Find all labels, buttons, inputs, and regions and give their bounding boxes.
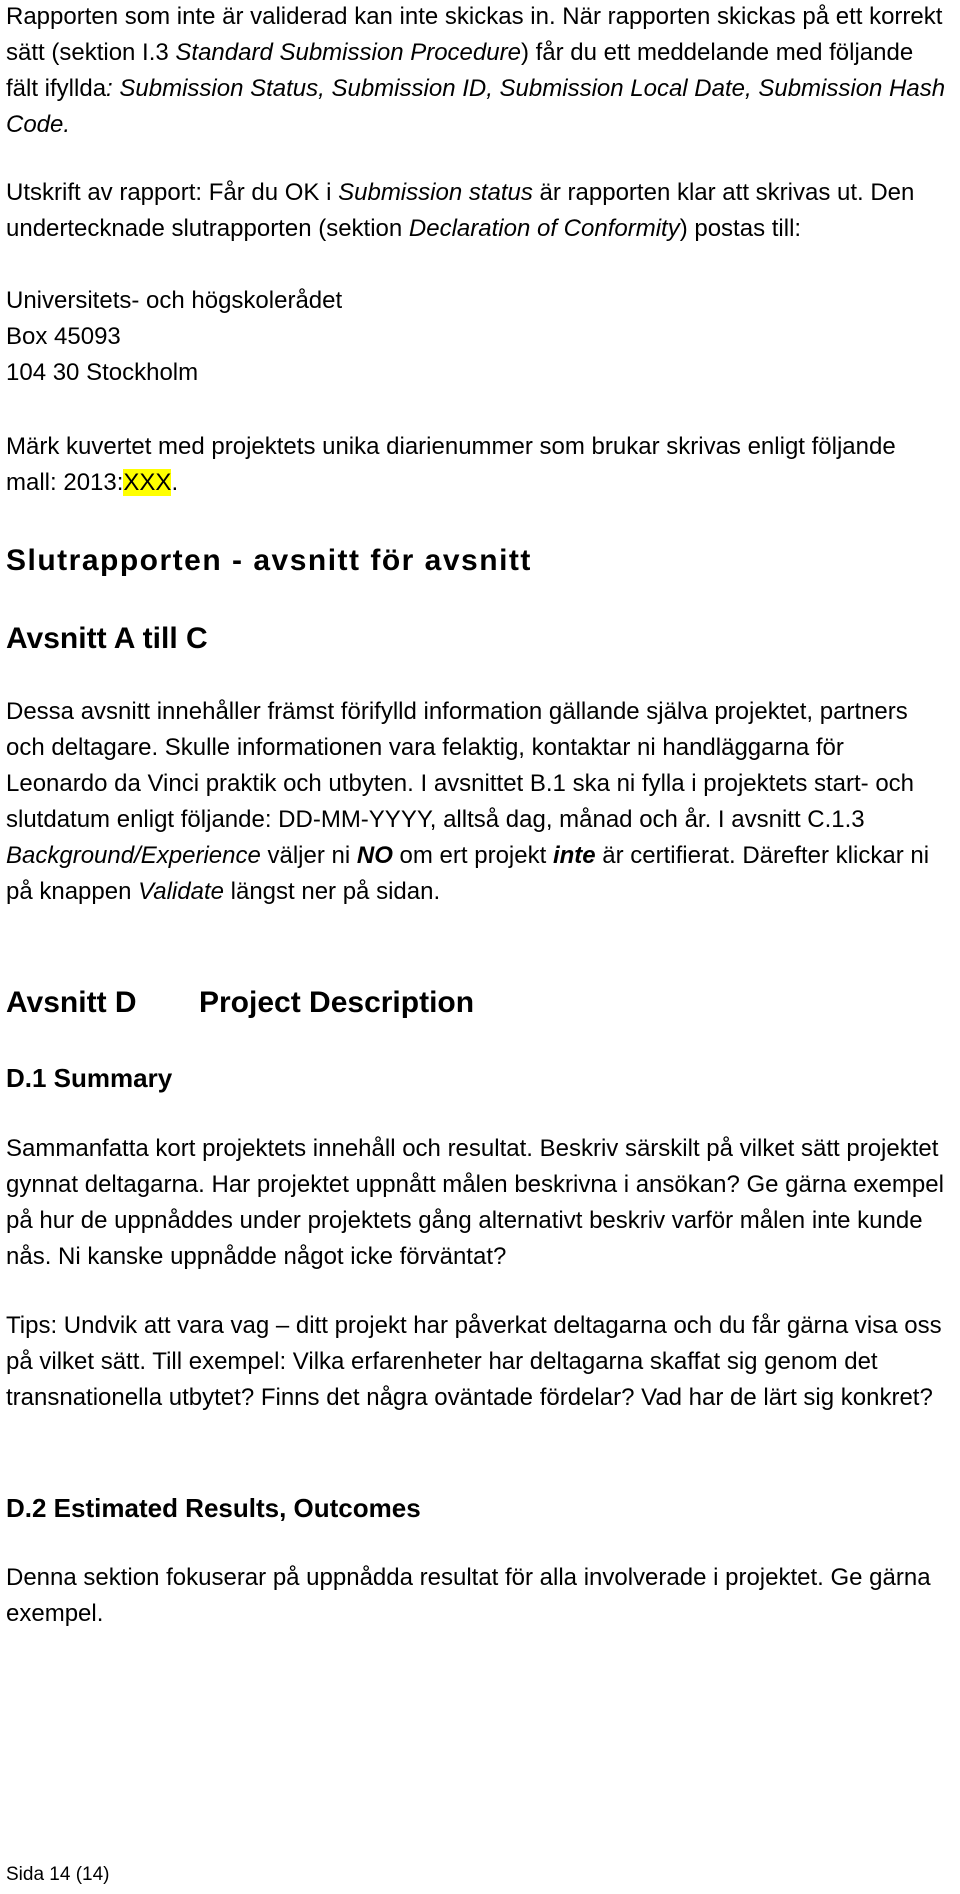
page-number-footer: Sida 14 (14) (6, 1864, 110, 1885)
italic-run: Standard Submission Procedure (175, 39, 521, 66)
address-line: 104 30 Stockholm (6, 359, 199, 386)
text-run: är certifierat. Därefter klickar ni på knappen (6, 842, 930, 905)
avsnitt-a-c-paragraph (6, 694, 951, 910)
text-run: om ert projekt (392, 842, 553, 869)
section-title: Slutrapporten - avsnitt för avsnitt (6, 544, 532, 577)
text-run: Utskrift av rapport: Får du OK i (6, 179, 339, 206)
text-run: ) postas till: (679, 215, 802, 242)
address-line: Universitets- och högskolerådet (6, 287, 343, 314)
heading-avsnitt-d (6, 983, 475, 1023)
postal-address (6, 283, 342, 391)
heading-d2-results: D.2 Estimated Results, Outcomes (6, 1493, 421, 1523)
intro-paragraph-2 (6, 175, 951, 247)
d1-paragraph-1: Sammanfatta kort projektets innehåll och resultat. Beskriv särskilt på vilket sätt projektet gynnat deltagarna. Har projektet uppnått målen beskrivna i ansökan? Ge gärna exempel på hur de uppnåddes under projektets gång alternativt beskriv varför målen inte kunde nås. Ni kanske uppnådde något icke förväntat? (6, 1135, 944, 1270)
italic-run: : Submission Status, Submission ID, Submission Local Date, Submission Hash Code. (6, 75, 946, 138)
text-run: . (171, 469, 179, 496)
italic-run: Validate (138, 878, 224, 905)
italic-run: Declaration of Conformity (408, 215, 680, 242)
italic-run: Submission status (338, 179, 533, 206)
intro-paragraph-3 (6, 429, 951, 501)
text-run: Dessa avsnitt innehåller främst förifylld information gällande själva projektet, partners och deltagare. Skulle informationen vara felaktig, kontaktar ni handläggarna för Leonardo da Vinci praktik och utbyten. I avsnittet B.1 ska ni fylla i projektets start- och slutdatum enligt följande: DD-MM-YYYY, alltså dag, månad och år. I avsnitt C.1.3 (6, 698, 915, 833)
address-line: Box 45093 (6, 323, 121, 350)
text-run: ) får du ett meddelande med följande fält ifyllda (6, 39, 914, 102)
heading-d1-summary: D.1 Summary (6, 1063, 173, 1093)
bold-italic-run: inte (552, 842, 596, 869)
text-run: Rapporten som inte är validerad kan inte skickas in. När rapporten skickas på ett korrekt sätt (sektion I.3 (6, 3, 943, 66)
text-run: längst ner på sidan. (223, 878, 441, 905)
heading-avsnitt-a-c: Avsnitt A till C (6, 622, 208, 655)
highlighted-placeholder: XXX (123, 469, 172, 496)
text-run: väljer ni (260, 842, 357, 869)
avsnitt-d-title: Project Description (199, 986, 475, 1019)
text-run: är rapporten klar att skrivas ut. Den undertecknade slutrapporten (sektion (6, 179, 915, 242)
avsnitt-d-label: Avsnitt D (6, 986, 137, 1019)
bold-italic-run: NO (356, 842, 393, 869)
italic-run: Background/Experience (6, 842, 261, 869)
text-run: Märk kuvertet med projektets unika diarienummer som brukar skrivas enligt följande mall: 2013: (6, 433, 896, 496)
d2-paragraph-1: Denna sektion fokuserar på uppnådda resultat för alla involverade i projektet. Ge gärna exempel. (6, 1564, 931, 1627)
d1-paragraph-2: Tips: Undvik att vara vag – ditt projekt har påverkat deltagarna och du får gärna visa oss på vilket sätt. Till exempel: Vilka erfarenheter har deltagarna skaffat sig genom det transnationella utbytet? Finns det några oväntade fördelar? Vad har de lärt sig konkret? (6, 1312, 942, 1411)
intro-paragraph-1 (6, 0, 951, 143)
